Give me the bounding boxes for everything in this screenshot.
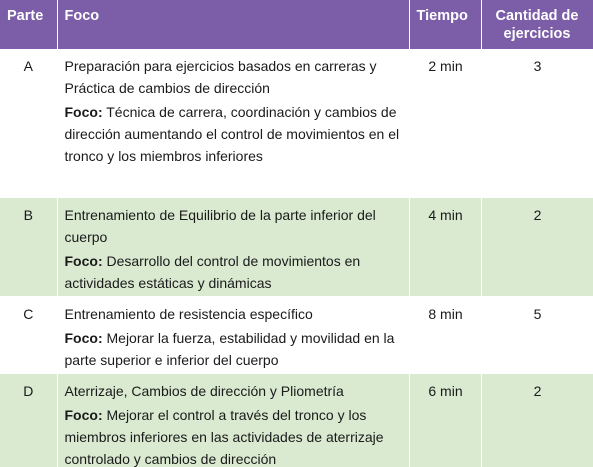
row-focus-cell — [57, 373, 409, 467]
row-focus-description — [65, 404, 403, 467]
row-title: Aterrizaje, Cambios de dirección y Pliometría — [64, 382, 344, 399]
focus-text: Desarrollo del control de movimientos en actividades estáticas y dinámicas — [64, 252, 361, 291]
focus-text: Técnica de carrera, coordinación y cambios de dirección aumentando el control de movimientos en el tronco y los miembros inferiores — [64, 104, 400, 164]
header-focus: Foco — [57, 0, 409, 49]
row-title: Entrenamiento de Equilibrio de la parte inferior del cuerpo — [64, 206, 376, 245]
row-part: C — [0, 296, 57, 373]
row-title: Entrenamiento de resistencia específico — [64, 305, 313, 322]
row-time: 4 min — [409, 197, 481, 296]
table-header — [0, 0, 593, 49]
row-time: 8 min — [409, 296, 481, 373]
row-title: Preparación para ejercicios basados en carreras y Práctica de cambios de dirección — [64, 58, 377, 96]
table-row — [0, 373, 593, 467]
header-time: Tiempo — [409, 0, 481, 49]
focus-label: Foco: — [64, 104, 103, 120]
row-part: B — [0, 197, 57, 296]
row-focus-description — [65, 250, 403, 294]
table-row — [0, 197, 593, 296]
row-focus-cell — [57, 49, 409, 197]
row-part: D — [0, 373, 57, 467]
table-row — [0, 49, 593, 197]
table-row — [0, 296, 593, 373]
row-focus-description — [65, 327, 403, 371]
row-focus-description — [65, 101, 403, 167]
focus-label: Foco: — [64, 329, 103, 346]
focus-label: Foco: — [64, 406, 103, 423]
row-count: 5 — [481, 296, 593, 373]
row-count: 2 — [481, 197, 593, 296]
focus-text: Mejorar la fuerza, estabilidad y movilidad en la parte superior e inferior del cuerpo — [64, 329, 395, 368]
focus-label: Foco: — [64, 252, 103, 269]
header-count: Cantidad de ejercicios — [481, 0, 593, 49]
header-part: Parte — [0, 0, 57, 49]
focus-text: Mejorar el control a través del tronco y los miembros inferiores en las actividades de aterrizaje controlado y cambios de dirección — [64, 406, 384, 467]
row-time: 6 min — [409, 373, 481, 467]
row-count: 2 — [481, 373, 593, 467]
row-focus-cell — [57, 197, 409, 296]
row-count: 3 — [481, 49, 593, 197]
row-time: 2 min — [409, 49, 481, 197]
row-part: A — [0, 49, 57, 197]
row-focus-cell — [57, 296, 409, 373]
